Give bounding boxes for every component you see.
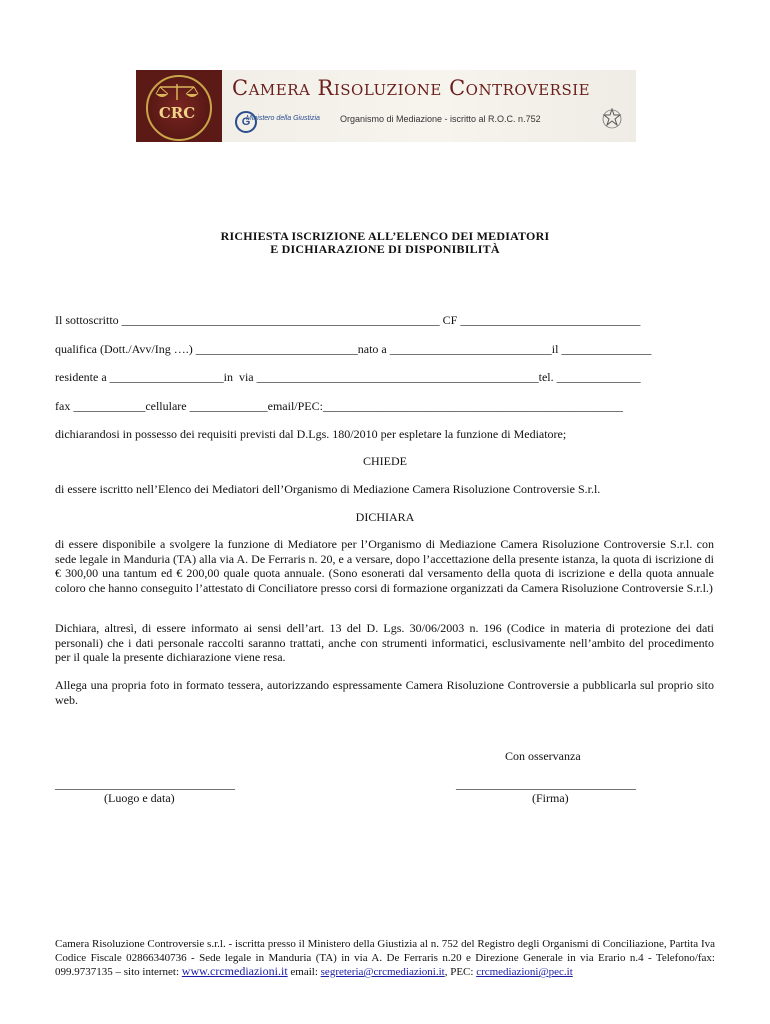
footer: Camera Risoluzione Controversie s.r.l. - iscritta presso il Ministero della Giustizia al n. 752 del Registro degli Organismi di Conciliazione, Partita Iva Codice Fiscale 02866340736 - Sede legale in Manduria (TA) in via A. De Ferraris n.20 e Direzione Generale in via Erario n.4 - Telefono/fax: 099.9737135 – sito internet: www.crcmediazioni.it email: segreteria@crcmediazioni.it, PEC: crcmediazioni@pec.it [55, 938, 715, 978]
document-title: RICHIESTA ISCRIZIONE ALL’ELENCO DEI MEDIATORI E DICHIARAZIONE DI DISPONIBILITÀ [220, 229, 550, 256]
chiede-label: CHIEDE [363, 454, 407, 468]
republic-emblem-icon [602, 108, 622, 130]
email-link[interactable]: segreteria@crcmediazioni.it [320, 966, 445, 978]
footer-text: Camera Risoluzione Controversie s.r.l. - iscritta presso il Ministero della Giustizia al n. 752 del Registro degli Organismi di Conciliazione, Partita Iva Codice Fiscale 02866340736 - Sede legale in Manduria (TA) in via A. De Ferraris n.20 e Direzione Generale in via Erario n.4 - Telefono/fax: 099.9737135 – sito internet: [55, 938, 715, 978]
scales-icon [154, 82, 200, 102]
signature-line[interactable]: ______________________________ [456, 777, 636, 791]
dichiara-paragraph-2: Dichiara, altresì, di essere informato ai sensi dell’art. 13 del D. Lgs. 30/06/2003 n. 196 (Codice in materia di protezione dei dati personali) che i dati personale raccolti saranno trattati, anche con strumenti informatici, esclusivamente nell’ambito del procedimento per il quale la presente dichiarazione viene resa. [55, 621, 714, 665]
organism-label: Organismo di Mediazione - iscritto al R.O.C. n.752 [340, 114, 541, 124]
pec-link[interactable]: crcmediazioni@pec.it [476, 966, 573, 978]
ministry-logo-icon: G [235, 111, 257, 133]
seal-text: CRC [158, 104, 196, 122]
place-date-label: (Luogo e data) [104, 791, 175, 805]
signature-label: (Firma) [532, 791, 569, 805]
dichiara-label: DICHIARA [355, 510, 415, 524]
requirements-statement: dichiarandosi in possesso dei requisiti previsti dal D.Lgs. 180/2010 per espletare la funzione di Mediatore; [55, 427, 567, 441]
form-line-qualification[interactable]: qualifica (Dott./Avv/Ing ….) ___________________________nato a ___________________________il _______________ [55, 342, 652, 356]
header-banner [136, 70, 636, 142]
dichiara-paragraph-3: Allega una propria foto in formato tessera, autorizzando espressamente Camera Risoluzione Controversie a pubblicarla sul proprio sito web. [55, 678, 714, 707]
dichiara-paragraph-1: di essere disponibile a svolgere la funzione di Mediatore per l’Organismo di Mediazione Camera Risoluzione Controversie S.r.l. con sede legale in Manduria (TA) alla via A. De Ferraris n. 20, e a versare, dopo l’accettazione della presente istanza, la quota di iscrizione di € 300,00 una tantum ed € 200,00 quale quota annuale. (Sono esonerati dal versamento della quota di iscrizione e della quota annuale coloro che hanno conseguito l’attestato di Conciliatore presso corsi di formazione organizzati da Camera Risoluzione Controversie S.r.l.) [55, 537, 714, 596]
seal-logo [136, 70, 222, 142]
ministry-label: Ministero della Giustizia [246, 115, 320, 122]
form-line-contacts[interactable]: fax ____________cellulare _____________email/PEC:__________________________________________________ [55, 399, 623, 413]
website-link[interactable]: www.crcmediazioni.it [181, 964, 288, 978]
form-line-name[interactable]: Il sottoscritto _____________________________________________________ CF ______________________________ [55, 313, 641, 327]
place-date-line[interactable]: ______________________________ [55, 777, 235, 791]
brand-title: CAMERA RISOLUZIONE CONTROVERSIE [232, 76, 591, 100]
closing-regards: Con osservanza [505, 749, 581, 763]
form-line-residence[interactable]: residente a ___________________in via _______________________________________________tel. ______________ [55, 370, 641, 384]
chiede-text: di essere iscritto nell’Elenco dei Mediatori dell’Organismo di Mediazione Camera Risoluzione Controversie S.r.l. [55, 482, 601, 496]
